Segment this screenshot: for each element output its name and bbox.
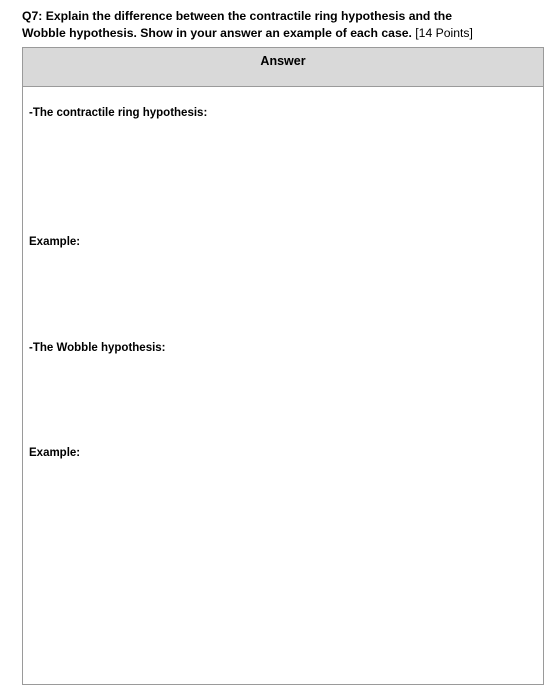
question-points: [14 Points] (415, 26, 473, 40)
question-line-1 (22, 8, 547, 25)
answer-header: Answer (23, 48, 543, 87)
wobble-label: -The Wobble hypothesis: (29, 342, 166, 354)
question-text (22, 8, 547, 42)
contractile-ring-label: -The contractile ring hypothesis: (29, 107, 208, 119)
wobble-example-label: Example: (29, 447, 81, 459)
question-line-2 (22, 25, 547, 42)
answer-box[interactable] (22, 47, 544, 685)
question-line-2-text: Wobble hypothesis. Show in your answer an example of each case. (22, 26, 412, 40)
contractile-ring-example-label: Example: (29, 236, 81, 248)
question-line-1-text: Q7: Explain the difference between the contractile ring hypothesis and the (22, 9, 453, 23)
